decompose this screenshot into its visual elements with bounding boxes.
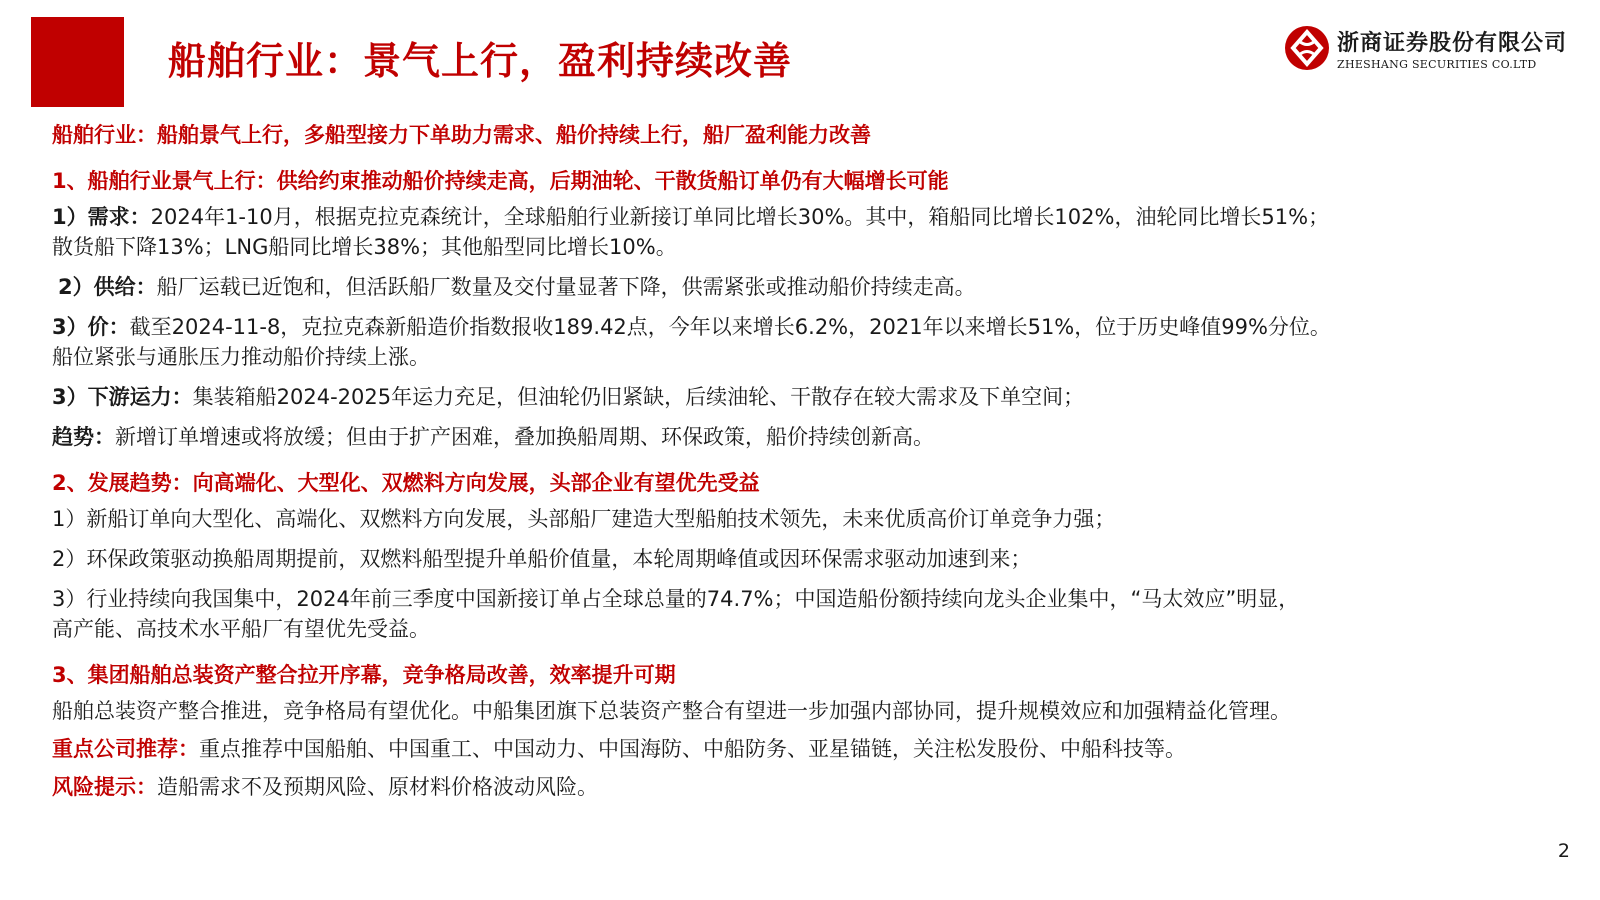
corner-accent-block xyxy=(31,17,124,107)
recommend-text: 重点推荐中国船舶、中国重工、中国动力、中国海防、中船防务、亚星锚链，关注松发股份、中船科技等。 xyxy=(199,737,1186,761)
company-logo xyxy=(1283,22,1583,82)
section1-heading: 1、船舶行业景气上行：供给约束推动船价持续走高，后期油轮、干散货船订单仍有大幅增长可能 xyxy=(52,169,949,193)
demand-text-2: 散货船下降13%；LNG船同比增长38%；其他船型同比增长10%。 xyxy=(52,235,677,259)
section2-item-3-line-2: 高产能、高技术水平船厂有望优先受益。 xyxy=(52,617,430,641)
trend-line xyxy=(52,422,1562,452)
supply-text: 船厂运载已近饱和，但活跃船厂数量及交付量显著下降，供需紧张或推动船价持续走高。 xyxy=(156,275,976,299)
section2-item-2: 2）环保政策驱动换船周期提前，双燃料船型提升单船价值量，本轮周期峰值或因环保需求驱动加速到来； xyxy=(52,547,1032,571)
page-title: 船舶行业：景气上行，盈利持续改善 xyxy=(168,39,793,83)
logo-name-cn: 浙商证券股份有限公司 xyxy=(1337,31,1568,56)
price-label: 3）价： xyxy=(52,315,130,339)
section2-item-3-line-1: 3）行业持续向我国集中，2024年前三季度中国新接订单占全球总量的74.7%；中国造船份额持续向龙头企业集中，“马太效应”明显， xyxy=(52,587,1300,611)
downstream-line xyxy=(52,382,1562,412)
section2-heading: 2、发展趋势：向高端化、大型化、双燃料方向发展，头部企业有望优先受益 xyxy=(52,471,760,495)
recommend-line xyxy=(52,734,1562,764)
zheshang-logo-icon xyxy=(1283,24,1331,72)
demand-text-1: 2024年1-10月，根据克拉克森统计，全球船舶行业新接订单同比增长30%。其中，箱船同比增长102%，油轮同比增长51%； xyxy=(150,205,1330,229)
logo-name-en: ZHESHANG SECURITIES CO.LTD xyxy=(1337,58,1537,71)
trend-text: 新增订单增速或将放缓；但由于扩产困难，叠加换船周期、环保政策，船价持续创新高。 xyxy=(115,425,934,449)
downstream-text: 集装箱船2024-2025年运力充足，但油轮仍旧紧缺，后续油轮、干散存在较大需求及下单空间； xyxy=(192,385,1085,409)
supply-line xyxy=(52,272,1562,302)
risk-label: 风险提示： xyxy=(52,775,157,799)
section2-item-1: 1）新船订单向大型化、高端化、双燃料方向发展，头部船厂建造大型船舶技术领先，未来优质高价订单竞争力强； xyxy=(52,507,1116,531)
risk-line xyxy=(52,772,1562,802)
price-line-1 xyxy=(52,312,1562,342)
recommend-label: 重点公司推荐： xyxy=(52,737,199,761)
summary-line: 船舶行业：船舶景气上行，多船型接力下单助力需求、船价持续上行，船厂盈利能力改善 xyxy=(52,123,871,147)
demand-line-1 xyxy=(52,202,1562,232)
section3-text: 船舶总装资产整合推进，竞争格局有望优化。中船集团旗下总装资产整合有望进一步加强内部协同，提升规模效应和加强精益化管理。 xyxy=(52,699,1291,723)
page-number: 2 xyxy=(1557,840,1570,862)
demand-label: 1）需求： xyxy=(52,205,151,229)
section3-heading: 3、集团船舶总装资产整合拉开序幕，竞争格局改善，效率提升可期 xyxy=(52,663,676,687)
downstream-label: 3）下游运力： xyxy=(52,385,193,409)
content-body xyxy=(52,120,1562,802)
trend-label: 趋势： xyxy=(52,425,115,449)
risk-text: 造船需求不及预期风险、原材料价格波动风险。 xyxy=(157,775,598,799)
price-text-2: 船位紧张与通胀压力推动船价持续上涨。 xyxy=(52,345,430,369)
price-text-1: 截至2024-11-8，克拉克森新船造价指数报收189.42点，今年以来增长6.2%，2021年以来增长51%，位于历史峰值99%分位。 xyxy=(129,315,1331,339)
supply-label: 2）供给： xyxy=(58,275,157,299)
